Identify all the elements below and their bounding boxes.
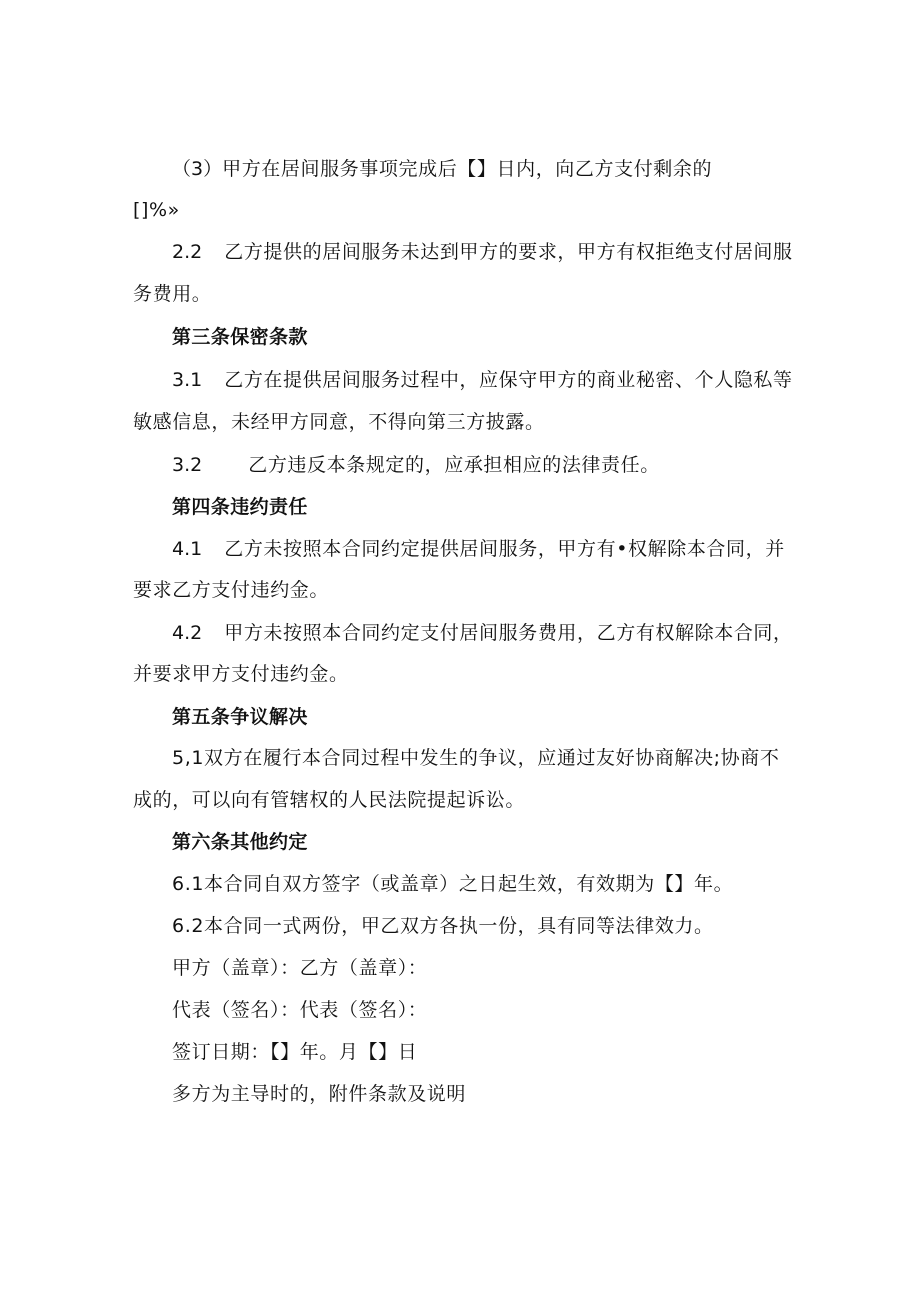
clause-2-2-line-2: 务费用。 xyxy=(133,283,212,305)
clause-4-1-line-1 xyxy=(172,537,842,561)
clause-payment-line-2: []%» xyxy=(133,199,180,221)
clause-2-2-line-1 xyxy=(172,240,842,264)
section-heading-5: 第五条争议解决 xyxy=(172,706,308,728)
clause-text: 乙方在提供居间服务过程中，应保守甲方的商业秘密、个人隐私等 xyxy=(224,369,793,391)
clause-4-2-line-2: 并要求甲方支付违约金。 xyxy=(133,663,349,685)
clause-number: 4.1 xyxy=(172,538,203,560)
clause-text: 甲方未按照本合同约定支付居间服务费用，乙方有权解除本合同， xyxy=(224,622,793,644)
clause-text: 甲方在居间服务事项完成后【】日内，向乙方支付剩余的 xyxy=(222,158,713,180)
clause-text: 乙方未按照本合同约定提供居间服务，甲方有•权解除本合同，并 xyxy=(224,538,785,560)
clause-number: 2.2 xyxy=(172,241,203,263)
section-heading-6: 第六条其他约定 xyxy=(172,831,308,853)
clause-5-1-line-2: 成的，可以向有管辖权的人民法院提起诉讼。 xyxy=(133,789,526,811)
clause-number: 3.2 xyxy=(172,454,203,476)
clause-3-1-line-2: 敏感信息，未经甲方同意，不得向第三方披露。 xyxy=(133,411,545,433)
section-heading-3: 第三条保密条款 xyxy=(172,326,308,348)
clause-6-1: 6.1本合同自双方签字（或盖章）之日起生效，有效期为【】年。 xyxy=(172,873,734,895)
clause-6-2: 6.2本合同一式两份，甲乙双方各执一份，具有同等法律效力。 xyxy=(172,915,714,937)
clause-5-1-line-1: 5,1双方在履行本合同过程中发生的争议，应通过友好协商解决;协商不 xyxy=(172,747,780,769)
clause-4-1-line-2: 要求乙方支付违约金。 xyxy=(133,579,330,601)
clause-3-1-line-1 xyxy=(172,368,842,392)
clause-payment-line-1 xyxy=(172,157,842,181)
clause-text: 乙方提供的居间服务未达到甲方的要求，甲方有权拒绝支付居间服 xyxy=(224,241,793,263)
appendix-note: 多方为主导时的，附件条款及说明 xyxy=(172,1083,467,1105)
section-heading-4: 第四条违约责任 xyxy=(172,496,308,518)
signature-representative-line: 代表（签名）：代表（签名）： xyxy=(172,999,428,1021)
signing-date-line: 签订日期：【】年。月【】日 xyxy=(172,1041,418,1063)
clause-number: （3） xyxy=(172,158,223,180)
clause-4-2-line-1 xyxy=(172,621,842,645)
clause-3-2-line-1 xyxy=(172,453,842,477)
clause-number: 4.2 xyxy=(172,622,203,644)
clause-number: 3.1 xyxy=(172,369,203,391)
clause-text: 乙方违反本条规定的，应承担相应的法律责任。 xyxy=(248,454,660,476)
signature-seal-line: 甲方（盖章）：乙方（盖章）： xyxy=(172,957,428,979)
